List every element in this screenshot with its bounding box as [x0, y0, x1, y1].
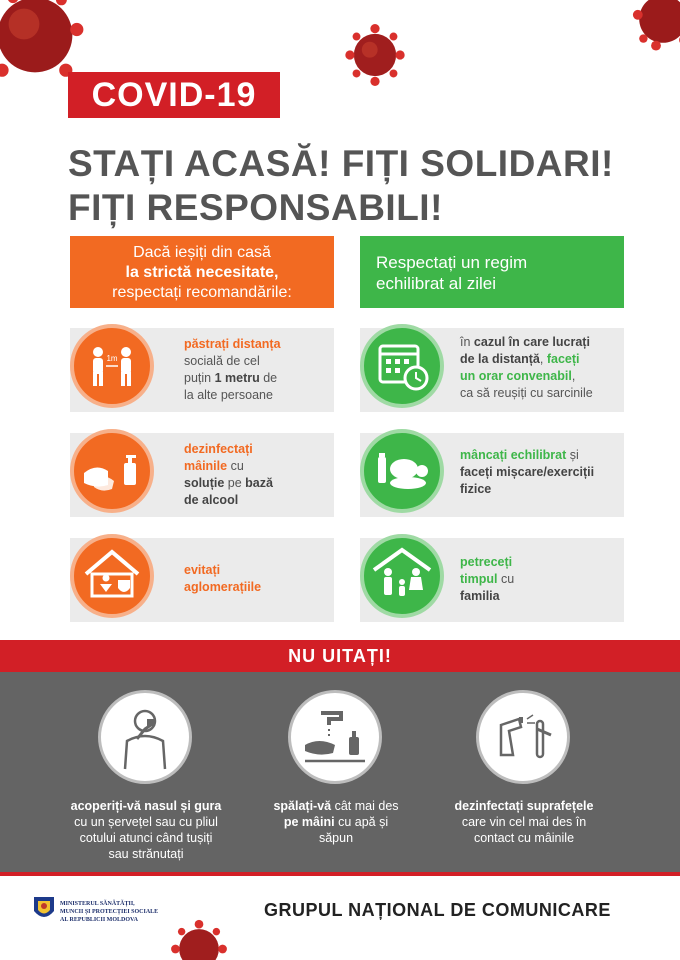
house-shield-icon	[70, 534, 154, 618]
right-column-header	[360, 236, 624, 308]
reminder-banner: NU UITAȚI!	[0, 640, 680, 672]
headline-line-2: FIȚI RESPONSABILI!	[68, 187, 443, 228]
reminder-cover-line-2: cu un șervețel sau cu pliul	[74, 815, 218, 829]
diet-bold-1: mâncați echilibrat	[460, 448, 567, 462]
disinfect-text-2: pe	[227, 476, 242, 490]
card-keep-distance-text	[184, 336, 332, 404]
keep-distance-meter: 1 metru	[214, 371, 260, 385]
family-bold-1: petreceți	[460, 555, 513, 569]
cough-cover-icon	[98, 690, 192, 784]
reminder-wash-text	[246, 798, 426, 846]
remote-text-2: ca să reușiți cu sarcinile	[460, 386, 593, 400]
communication-group-name: GRUPUL NAȚIONAL DE COMUNICARE	[264, 900, 611, 920]
diet-text-1: și	[569, 448, 579, 462]
reminder-cover-line-4: sau strănutați	[108, 847, 184, 861]
reminder-wash-text-1: cât mai des	[334, 799, 399, 813]
remote-bold-4: un orar convenabil	[460, 369, 572, 383]
keep-distance-text-4: la alte persoane	[184, 388, 273, 402]
family-icon	[360, 534, 444, 618]
page-headline	[68, 142, 614, 230]
calendar-clock-icon	[360, 324, 444, 408]
disinfect-bold-3: soluție	[184, 476, 225, 490]
disinfect-bold-1: dezinfectați	[184, 442, 253, 456]
diet-bold-2: faceți mișcare/exerciții	[460, 465, 595, 479]
reminder-surface-line-2: care vin cel mai des în	[461, 815, 587, 829]
card-remote-work-text: în cazul în care lucrați de la distanță, faceți un orar convenabil, ca să reușiți cu sarcinile	[460, 335, 593, 400]
reminder-wash-text-2: cu apă și	[338, 815, 389, 829]
ministry-name	[60, 900, 158, 924]
headline-line-1: STAȚI ACASĂ! FIȚI SOLIDARI!	[68, 143, 614, 184]
reminder-surface-line-3: contact cu mâinile	[473, 831, 575, 845]
reminder-cover-bold: acoperiți-vă nasul și gura	[70, 799, 222, 813]
left-column-header	[70, 236, 334, 308]
ministry-line-3: AL REPUBLICII MOLDOVA	[60, 917, 138, 923]
keep-distance-bold: păstrați distanța	[184, 337, 281, 351]
avoid-bold-2: aglomerațiile	[184, 580, 262, 594]
left-header-line-3: respectați recomandările:	[112, 284, 292, 301]
disinfect-bold-2: mâinile	[184, 459, 228, 473]
reminder-surface-text	[434, 798, 614, 846]
avoid-bold-1: evitați	[184, 563, 221, 577]
keep-distance-text-2: puțin	[184, 371, 212, 385]
vegetables-icon	[360, 429, 444, 513]
disinfect-text-1: cu	[230, 459, 244, 473]
remote-bold-2: de la distanță	[460, 352, 540, 366]
card-disinfect-hands-text	[184, 441, 332, 509]
remote-bold-3: faceți	[546, 352, 580, 366]
remote-text-1: în	[460, 335, 471, 349]
card-family-time-text	[460, 554, 622, 605]
surface-disinfect-icon	[476, 690, 570, 784]
distance-icon	[70, 324, 154, 408]
disinfect-bold-4: bază	[245, 476, 273, 490]
reminder-wash-line-3: săpun	[318, 831, 354, 845]
keep-distance-text-3: de	[263, 371, 278, 385]
virus-decoration-top-center	[342, 22, 408, 88]
virus-decoration-bottom	[168, 918, 230, 960]
card-balanced-diet-text	[460, 447, 622, 498]
reminder-cover-line-3: cotului atunci când tușiți	[79, 831, 213, 845]
reminder-wash-bold-1: spălați-vă	[273, 799, 332, 813]
keep-distance-text-1: socială de cel	[184, 354, 260, 368]
disinfect-bold-5: de alcool	[184, 493, 239, 507]
reminder-cover-text	[56, 798, 236, 862]
diet-bold-3: fizice	[460, 482, 492, 496]
moldova-crest-logo	[32, 893, 56, 923]
family-bold-3: familia	[460, 589, 500, 603]
footer-divider	[0, 872, 680, 876]
ministry-line-2: MUNCII ȘI PROTECȚIEI SOCIALE	[60, 909, 159, 915]
distance-badge-label: 1m	[106, 354, 118, 363]
ministry-line-1: MINISTERUL SĂNĂTĂȚII,	[60, 901, 135, 907]
right-header-line-1: Respectați un regim	[376, 253, 528, 272]
card-avoid-crowds-text	[184, 562, 332, 596]
remote-bold-1: cazul în care lucrați	[473, 335, 590, 349]
reminder-panel	[0, 672, 680, 872]
reminder-surface-bold: dezinfectați suprafețele	[454, 799, 594, 813]
left-header-line-1: Dacă ieșiți din casă	[133, 244, 271, 261]
family-text-1: cu	[500, 572, 515, 586]
reminder-wash-bold-2: pe mâini	[283, 815, 335, 829]
covid-title-badge: COVID-19	[68, 72, 280, 118]
hand-washing-icon	[288, 690, 382, 784]
left-header-line-2: la strictă necesitate,	[125, 264, 279, 281]
right-header-line-2: echilibrat al zilei	[376, 274, 496, 293]
virus-decoration-top-right	[628, 0, 680, 54]
hand-sanitizer-icon	[70, 429, 154, 513]
family-bold-2: timpul	[460, 572, 498, 586]
